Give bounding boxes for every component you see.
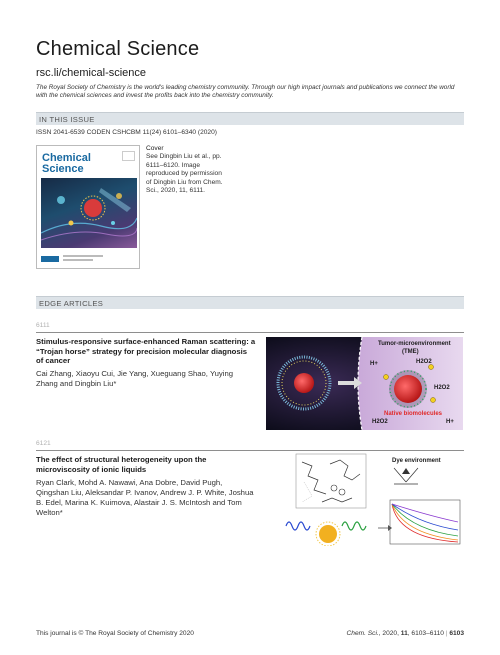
article-authors: Ryan Clark, Mohd A. Nawawi, Ana Dobre, David Pugh, Qingshan Liu, Aleksandar P. Ivanov, Andrew J. P. White, Joshua B. Edel, Marina K. Kuimova, Alastair J. S. McIntosh and Tom Welton* — [36, 478, 254, 517]
article-page-number: 6111 — [36, 322, 50, 329]
graphic-label-dye: Dye environment — [392, 458, 441, 464]
cover-title: Chemical Science — [42, 152, 91, 175]
article-graphic-microviscosity — [282, 452, 464, 546]
footer-copyright: This journal is © The Royal Society of Chemistry 2020 — [36, 630, 194, 637]
article-page-number: 6121 — [36, 440, 51, 447]
graphic-label-native: Native biomolecules — [384, 411, 443, 417]
journal-title: Chemical Science — [36, 38, 200, 60]
cover-artwork — [41, 178, 137, 248]
graphic-label-h2o2: H2O2 — [434, 385, 450, 391]
cover-image[interactable] — [36, 145, 140, 269]
edge-articles-bar — [36, 296, 464, 309]
article-graphic-sers — [266, 337, 463, 430]
journal-blurb: The Royal Society of Chemistry is the world's leading chemistry community. Through our high impact journals and publications we connect the world with the chemical sciences and invest the profits back into the chemistry community. — [36, 84, 455, 100]
graphic-label-tme-abbr: (TME) — [402, 349, 419, 355]
edge-articles-label: EDGE ARTICLES — [39, 298, 104, 308]
cover-footer — [41, 252, 137, 266]
in-this-issue-label: IN THIS ISSUE — [39, 114, 95, 124]
cover-caption-text: See Dingbin Liu et al., pp. 6111–6120. Image reproduced by permission of Dingbin Liu from Chem. Sci., 2020, 11, 6111. — [146, 153, 223, 195]
article-authors: Cai Zhang, Xiaoyu Cui, Jie Yang, Xueguang Shao, Yuying Zhang and Dingbin Liu* — [36, 369, 234, 388]
in-this-issue-bar — [36, 112, 464, 125]
footer-page-number: 6103 — [449, 630, 464, 637]
article-title[interactable]: Stimulus-responsive surface-enhanced Raman scattering: a “Trojan horse” strategy for precision molecular diagnosis of cancer — [36, 337, 256, 366]
issn-line: ISSN 2041-6539 CODEN CSHCBM 11(24) 6101–6340 (2020) — [36, 129, 217, 136]
cover-badge — [122, 151, 135, 161]
graphic-label-h2o2: H2O2 — [372, 419, 388, 425]
graphic-label-hplus: H+ — [446, 419, 454, 425]
article-divider — [36, 450, 464, 451]
journal-url[interactable]: rsc.li/chemical-science — [36, 67, 147, 79]
graphic-label-h2o2: H2O2 — [416, 359, 432, 365]
article-title[interactable]: The effect of structural heterogeneity upon the microviscosity of ionic liquids — [36, 455, 207, 474]
cover-caption-label: Cover — [146, 145, 164, 152]
graphic-label-tme: Tumor-microenvironment — [378, 341, 451, 347]
footer-citation: Chem. Sci., 2020, 11, 6103–6110 | 6103 — [346, 630, 464, 637]
article-divider — [36, 332, 464, 333]
cover-caption — [146, 145, 226, 195]
graphic-label-hplus: H+ — [370, 361, 378, 367]
